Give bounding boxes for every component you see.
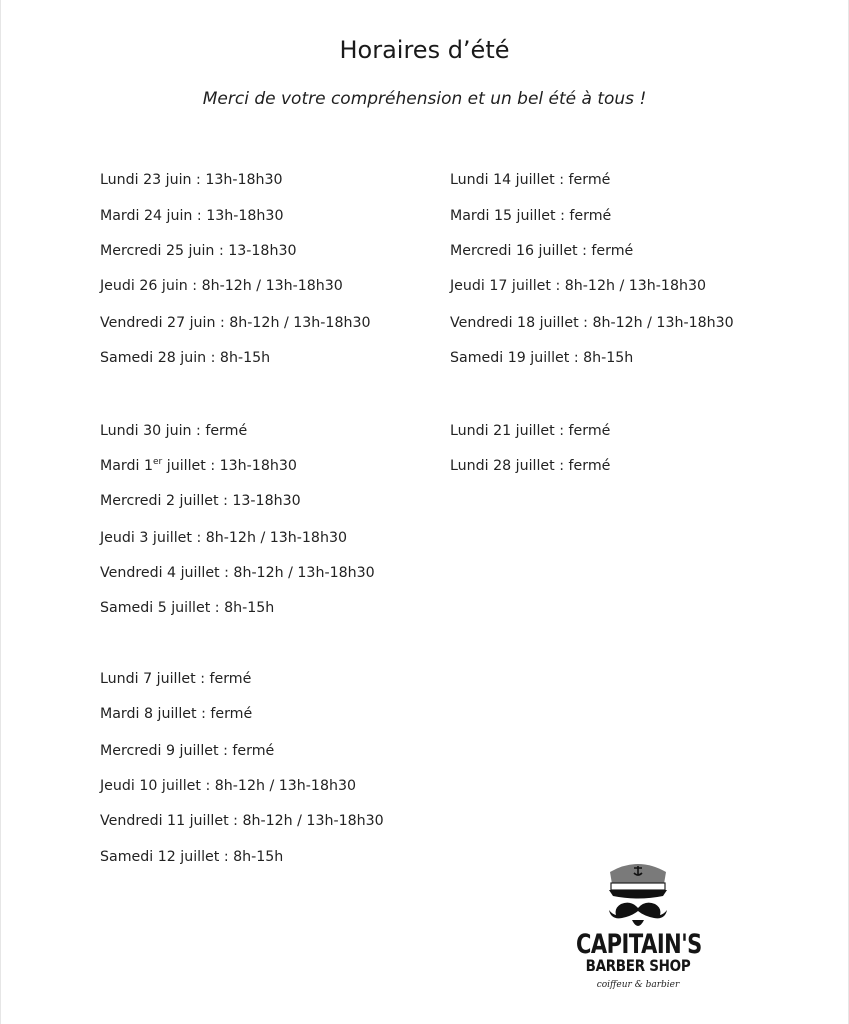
- ordinal-superscript: er: [153, 457, 163, 467]
- schedule-line: Mercredi 25 juin : 13-18h30: [100, 243, 297, 259]
- schedule-line: Mercredi 2 juillet : 13-18h30: [100, 493, 301, 509]
- schedule-line-pre: Mardi 1: [100, 458, 154, 474]
- schedule-line: Mardi 8 juillet : fermé: [100, 706, 253, 722]
- schedule-line: Samedi 28 juin : 8h-15h: [100, 350, 271, 366]
- logo-title: CAPITAIN'S: [576, 929, 702, 959]
- schedule-line: Mercredi 16 juillet : fermé: [450, 243, 634, 259]
- schedule-line: Jeudi 17 juillet : 8h-12h / 13h-18h30: [450, 278, 707, 294]
- schedule-line: Samedi 12 juillet : 8h-15h: [100, 849, 284, 865]
- page-subtitle: Merci de votre compréhension et un bel été à tous !: [202, 89, 647, 109]
- schedule-line: Jeudi 26 juin : 8h-12h / 13h-18h30: [100, 278, 343, 294]
- schedule-line: Jeudi 10 juillet : 8h-12h / 13h-18h30: [100, 778, 357, 794]
- capitains-barber-shop-logo: [576, 858, 700, 998]
- logo-subtitle: BARBER SHOP: [585, 956, 691, 976]
- schedule-line-post: juillet : 13h-18h30: [162, 458, 297, 474]
- schedule-line: Vendredi 11 juillet : 8h-12h / 13h-18h30: [100, 813, 384, 829]
- schedule-line: Mardi 15 juillet : fermé: [450, 208, 612, 224]
- schedule-line: Lundi 21 juillet : fermé: [450, 423, 611, 439]
- schedule-line: Vendredi 4 juillet : 8h-12h / 13h-18h30: [100, 565, 375, 581]
- schedule-line: Jeudi 3 juillet : 8h-12h / 13h-18h30: [100, 530, 347, 546]
- schedule-line: Lundi 30 juin : fermé: [100, 423, 248, 439]
- schedule-line: Mardi 24 juin : 13h-18h30: [100, 208, 284, 224]
- schedule-line: Lundi 23 juin : 13h-18h30: [100, 172, 283, 188]
- schedule-line: Vendredi 18 juillet : 8h-12h / 13h-18h30: [450, 315, 734, 331]
- schedule-line: Vendredi 27 juin : 8h-12h / 13h-18h30: [100, 315, 371, 331]
- captain-mustache-icon: [576, 858, 700, 938]
- schedule-line: Mercredi 9 juillet : fermé: [100, 743, 275, 759]
- schedule-line-superscript: [100, 458, 297, 474]
- schedule-line: Samedi 19 juillet : 8h-15h: [450, 350, 634, 366]
- schedule-line: Lundi 28 juillet : fermé: [450, 458, 611, 474]
- page-title: Horaires d’été: [339, 36, 510, 64]
- schedule-line: Lundi 7 juillet : fermé: [100, 671, 252, 687]
- logo-tagline: coiffeur & barbier: [596, 980, 680, 990]
- schedule-line: Samedi 5 juillet : 8h-15h: [100, 600, 275, 616]
- schedule-line: Lundi 14 juillet : fermé: [450, 172, 611, 188]
